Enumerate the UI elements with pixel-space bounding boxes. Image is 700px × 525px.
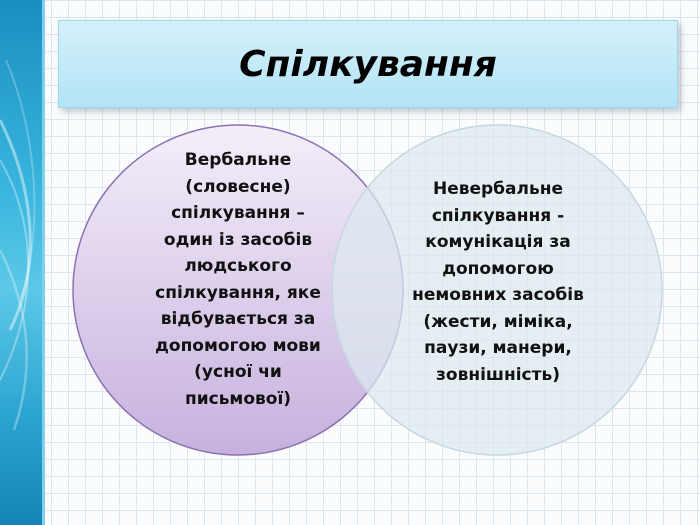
verbal-communication-text: Вербальне (словесне) спілкування – один із засобів людського спілкування, яке відбувається за допомогою мови (усної чи письмової) <box>155 150 321 409</box>
nonverbal-communication-text: Невербальне спілкування - комунікація за допомогою немовних засобів (жести, міміка, паузи, манери, зовнішність) <box>412 179 584 385</box>
slide-title: Спілкування <box>239 43 497 85</box>
